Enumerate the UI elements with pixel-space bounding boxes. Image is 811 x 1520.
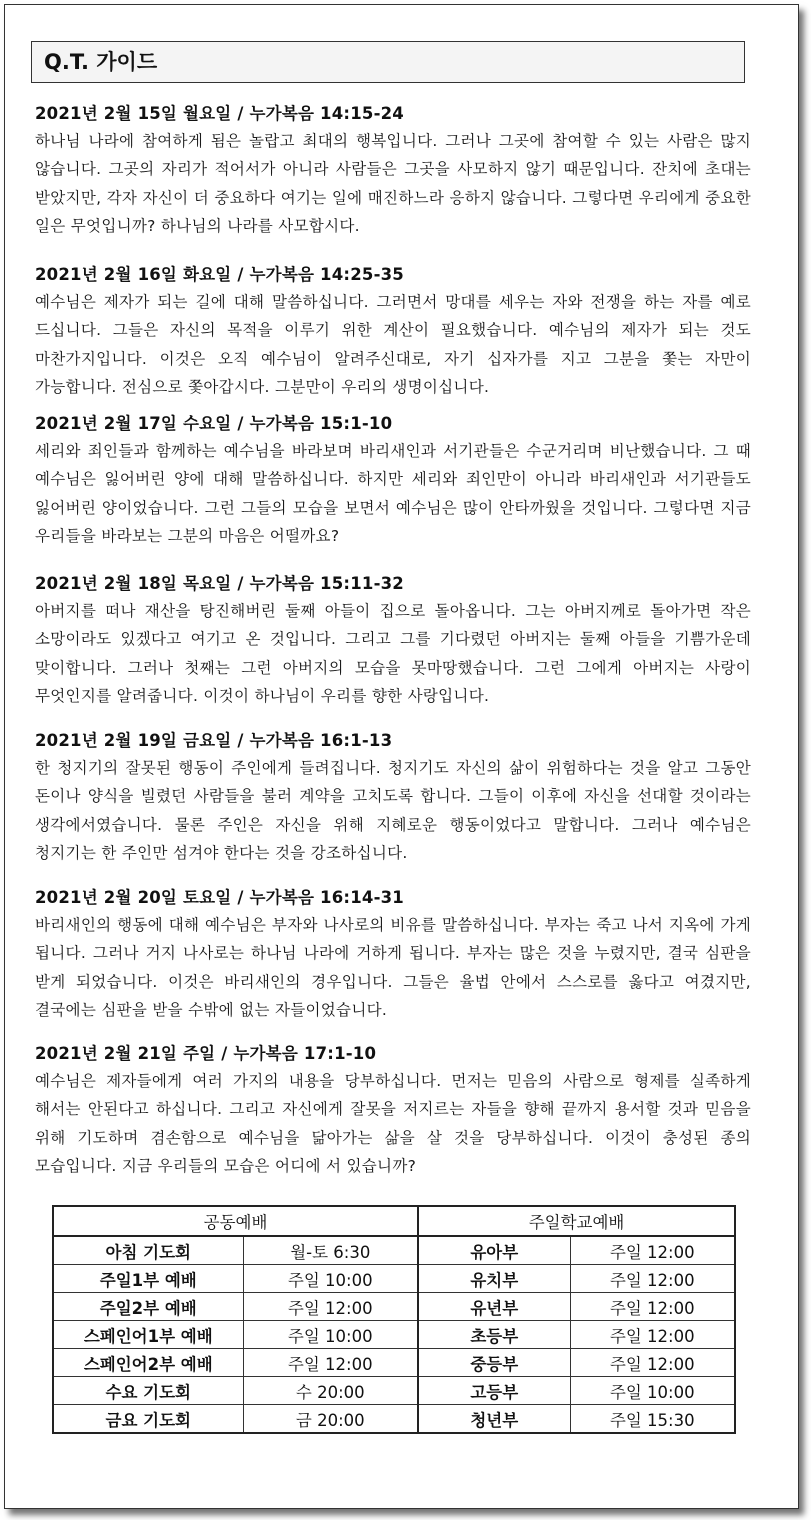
day-heading: 2021년 2월 20일 토요일 / 누가복음 16:14-31	[35, 888, 404, 907]
department-name: 청년부	[418, 1405, 570, 1434]
service-name: 수요 기도회	[53, 1377, 243, 1405]
day-heading: 2021년 2월 19일 금요일 / 누가복음 16:1-13	[35, 731, 393, 750]
day-entry	[35, 262, 751, 401]
service-name: 아침 기도회	[53, 1236, 243, 1265]
department-time: 주일 12:00	[570, 1293, 735, 1321]
day-text: 세리와 죄인들과 함께하는 예수님을 바라보며 바리새인과 서기관들은 수군거리며 비난했습니다. 그 때 예수님은 잃어버린 양에 대해 말씀하십니다. 하지만 세리와 죄인만이 아니라 바리새인과 서기관들도 잃어버린 양이었습니다. 그런 그들의 모습을 보면서 예수님은 많이 안타까웠을 것입니다. 그렇다면 지금 우리들을 바라보는 그분의 마음은 어떨까요?	[35, 442, 751, 545]
day-heading: 2021년 2월 17일 수요일 / 누가복음 15:1-10	[35, 414, 393, 433]
table-row	[53, 1293, 735, 1321]
department-name: 유아부	[418, 1236, 570, 1265]
department-time: 주일 12:00	[570, 1265, 735, 1293]
table-row	[53, 1236, 735, 1265]
day-heading: 2021년 2월 15일 월요일 / 누가복음 14:15-24	[35, 104, 404, 123]
service-time: 주일 10:00	[243, 1321, 418, 1349]
table-row	[53, 1349, 735, 1377]
day-entry	[35, 1041, 751, 1180]
day-heading: 2021년 2월 21일 주일 / 누가복음 17:1-10	[35, 1044, 377, 1063]
service-time: 주일 10:00	[243, 1265, 418, 1293]
department-name: 유년부	[418, 1293, 570, 1321]
bulletin-page	[4, 4, 799, 1509]
sunday-school-header: 주일학교예배	[418, 1206, 735, 1236]
page-title: Q.T. 가이드	[31, 41, 745, 83]
day-text: 한 청지기의 잘못된 행동이 주인에게 들려집니다. 청지기도 자신의 삶이 위험하다는 것을 알고 그동안 돈이나 양식을 빌렸던 사람들을 불러 계약을 고치도록 합니다. 그들이 이후에 자신을 선대할 것이라는 생각에서였습니다. 물론 주인은 자신을 위해 지혜로운 행동이었다고 말합니다. 그러나 예수님은 청지기는 한 주인만 섬겨야 한다는 것을 강조하십니다.	[35, 759, 751, 862]
day-text: 예수님은 제자가 되는 길에 대해 말씀하십니다. 그러면서 망대를 세우는 자와 전쟁을 하는 자를 예로 드십니다. 그들은 자신의 목적을 이루기 위한 계산이 필요했습니다. 예수님의 제자가 되는 것도 마찬가지입니다. 이것은 오직 예수님이 알려주신대로, 자기 십자가를 지고 그분을 쫓는 자만이 가능합니다. 전심으로 쫓아갑시다. 그분만이 우리의 생명이십니다.	[35, 293, 751, 396]
service-name: 스페인어1부 예배	[53, 1321, 243, 1349]
table-row	[53, 1265, 735, 1293]
department-name: 유치부	[418, 1265, 570, 1293]
day-entry	[35, 101, 751, 240]
department-time: 주일 10:00	[570, 1377, 735, 1405]
day-text: 예수님은 제자들에게 여러 가지의 내용을 당부하십니다. 먼저는 믿음의 사람으로 형제를 실족하게 해서는 안된다고 하십니다. 그리고 자신에게 잘못을 저지르는 자들을 향해 끝까지 용서할 것과 믿음을 위해 기도하며 겸손함으로 예수님을 닮아가는 삶을 살 것을 당부하십니다. 이것이 충성된 종의 모습입니다. 지금 우리들의 모습은 어디에 서 있습니까?	[35, 1072, 751, 1175]
service-time: 수 20:00	[243, 1377, 418, 1405]
service-name: 스페인어2부 예배	[53, 1349, 243, 1377]
day-heading: 2021년 2월 16일 화요일 / 누가복음 14:25-35	[35, 265, 404, 284]
day-entry	[35, 728, 751, 867]
service-name: 주일1부 예배	[53, 1265, 243, 1293]
day-text: 아버지를 떠나 재산을 탕진해버린 둘째 아들이 집으로 돌아옵니다. 그는 아버지께로 돌아가면 작은 소망이라도 있겠다고 여기고 온 것입니다. 그리고 그를 기다렸던 아버지는 둘째 아들을 기쁨가운데 맞이합니다. 그러나 첫째는 그런 아버지의 모습을 못마땅했습니다. 그런 그에게 아버지는 사랑이 무엇인지를 알려줍니다. 이것이 하나님이 우리를 향한 사랑입니다.	[35, 602, 751, 705]
schedule-header-row	[53, 1206, 735, 1236]
service-time: 금 20:00	[243, 1405, 418, 1434]
service-time: 주일 12:00	[243, 1293, 418, 1321]
table-row	[53, 1377, 735, 1405]
day-heading: 2021년 2월 18일 목요일 / 누가복음 15:11-32	[35, 574, 404, 593]
department-time: 주일 15:30	[570, 1405, 735, 1434]
service-time: 월-토 6:30	[243, 1236, 418, 1265]
common-worship-header: 공동예배	[53, 1206, 418, 1236]
department-time: 주일 12:00	[570, 1236, 735, 1265]
day-entry	[35, 571, 751, 710]
day-entry	[35, 885, 751, 1024]
department-time: 주일 12:00	[570, 1349, 735, 1377]
department-name: 고등부	[418, 1377, 570, 1405]
worship-schedule-table	[52, 1205, 736, 1434]
service-name: 주일2부 예배	[53, 1293, 243, 1321]
day-text: 하나님 나라에 참여하게 됨은 놀랍고 최대의 행복입니다. 그러나 그곳에 참여할 수 있는 사람은 많지 않습니다. 그곳의 자리가 적어서가 아니라 사람들은 그곳을 사모하지 않기 때문입니다. 잔치에 초대는 받았지만, 각자 자신이 더 중요하다 여기는 일에 매진하느라 응하지 않습니다. 그렇다면 우리에게 중요한 일은 무엇입니까? 하나님의 나라를 사모합시다.	[35, 132, 751, 235]
day-entry	[35, 411, 751, 550]
department-name: 중등부	[418, 1349, 570, 1377]
department-time: 주일 12:00	[570, 1321, 735, 1349]
day-text: 바리새인의 행동에 대해 예수님은 부자와 나사로의 비유를 말씀하십니다. 부자는 죽고 나서 지옥에 가게 됩니다. 그러나 거지 나사로는 하나님 나라에 거하게 됩니다. 부자는 많은 것을 누렸지만, 결국 심판을 받게 되었습니다. 이것은 바리새인의 경우입니다. 그들은 율법 안에서 스스로를 옳다고 여겼지만, 결국에는 심판을 받을 수밖에 없는 자들이었습니다.	[35, 916, 751, 1019]
service-name: 금요 기도회	[53, 1405, 243, 1434]
service-time: 주일 12:00	[243, 1349, 418, 1377]
table-row	[53, 1405, 735, 1434]
table-row	[53, 1321, 735, 1349]
department-name: 초등부	[418, 1321, 570, 1349]
